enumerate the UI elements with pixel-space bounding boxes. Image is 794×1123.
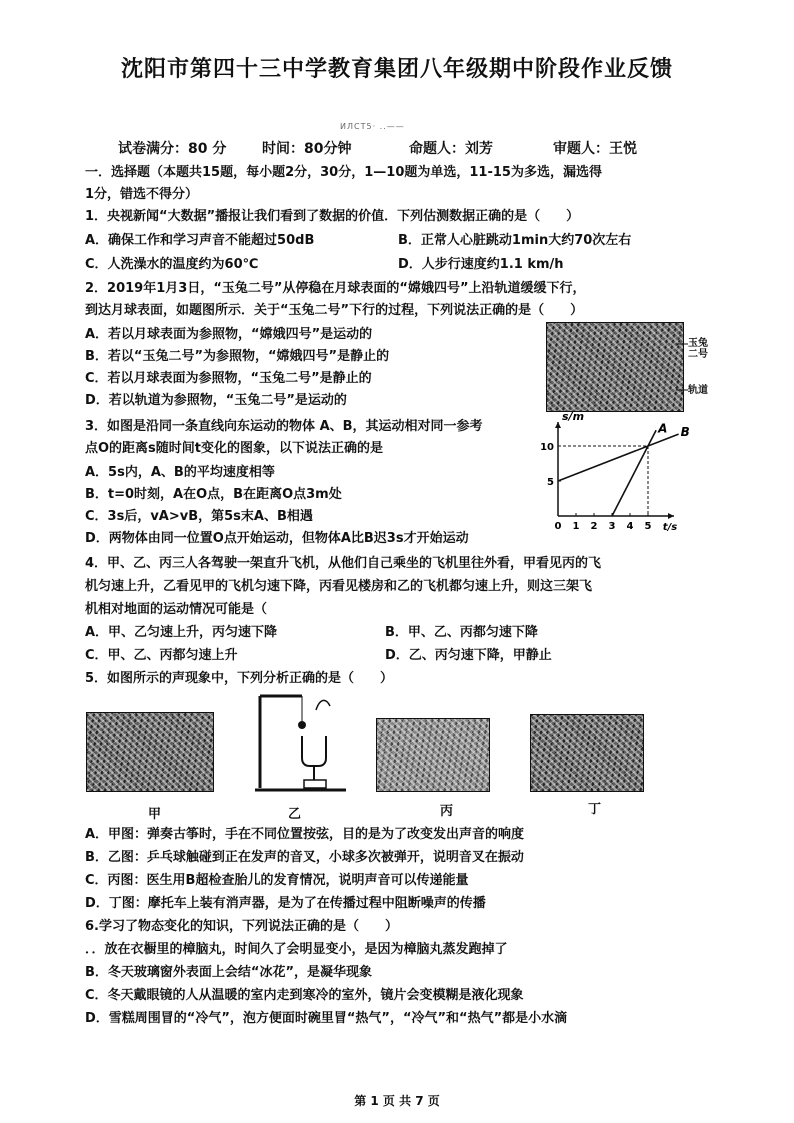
q6-option-d: D．雪糕周围冒的“冷气”，泡方便面时碗里冒“热气”，“冷气”和“热气”都是小水滴 bbox=[85, 1011, 568, 1026]
q5-option-c: C．丙图：医生用B超检查胎儿的发育情况，说明声音可以传递能量 bbox=[85, 873, 469, 888]
x-axis-label: t/s bbox=[662, 522, 678, 533]
q2-option-a: A．若以月球表面为参照物，“嫦娥四号”是运动的 bbox=[85, 327, 373, 342]
exam-author: 命题人：刘芳 bbox=[409, 141, 493, 157]
series-label-b: B bbox=[680, 425, 690, 440]
q3-option-b: B．t=0时刻，A在O点，B在距离O点3m处 bbox=[85, 487, 342, 502]
q5-label-ding: 丁 bbox=[588, 802, 602, 817]
q2-moon-photo bbox=[546, 322, 684, 412]
q1-option-c: C．人洗澡水的温度约为60℃ bbox=[85, 257, 259, 272]
scribble-mark: ИЛСТ5· ..—— bbox=[340, 122, 405, 131]
y-axis-arrow bbox=[555, 422, 561, 428]
q4-option-d: D．乙、丙匀速下降，甲静止 bbox=[385, 648, 552, 663]
q2-stem: 2．2019年1月3日，“玉兔二号”从停稳在月球表面的“嫦娥四号”上沿轨道缓缓下行， bbox=[85, 281, 586, 296]
q5-stem: 5．如图所示的声现象中，下列分析正确的是（ ） bbox=[85, 671, 394, 686]
series-line-b bbox=[558, 434, 679, 481]
chart-labels bbox=[540, 410, 690, 533]
x-tick-label: 1 bbox=[572, 521, 580, 532]
q5-label-yi: 乙 bbox=[288, 807, 302, 822]
page-title: 沈阳市第四十三中学教育集团八年级期中阶段作业反馈 bbox=[120, 57, 673, 82]
q2-label-track: 轨道 bbox=[688, 385, 708, 396]
series-label-a: A bbox=[658, 421, 668, 436]
x-axis-arrow bbox=[668, 513, 674, 519]
y-tick-label: 5 bbox=[547, 477, 554, 488]
q1-option-a: A．确保工作和学习声音不能超过50dB bbox=[85, 233, 315, 248]
chart-guides bbox=[558, 446, 648, 516]
q4-option-b: B．甲、乙、丙都匀速下降 bbox=[385, 625, 538, 640]
q4-stem-cont: 机匀速上升，乙看见甲的飞机匀速下降，丙看见楼房和乙的飞机都匀速上升，则这三架飞 bbox=[85, 579, 593, 594]
full-score: 试卷满分：80 分 bbox=[118, 141, 227, 157]
q2-label-yutu-2: 二号 bbox=[688, 349, 708, 360]
exam-time: 时间：80分钟 bbox=[262, 141, 352, 157]
q5-label-jia: 甲 bbox=[148, 807, 162, 822]
q3-stem-cont: 点O的距离s随时间t变化的图象，以下说法正确的是 bbox=[85, 441, 384, 456]
exam-reviewer: 审题人：王悦 bbox=[553, 141, 637, 157]
x-tick-label: 2 bbox=[590, 521, 598, 532]
q3-option-d: D．两物体由同一位置O点开始运动，但物体A比B迟3s才开始运动 bbox=[85, 531, 469, 546]
q5-figure-jia bbox=[86, 712, 214, 792]
q4-stem: 4．甲、乙、丙三人各驾驶一架直升飞机，从他们自己乘坐的飞机里往外看，甲看见丙的飞 bbox=[85, 556, 602, 571]
q4-option-a: A．甲、乙匀速上升，丙匀速下降 bbox=[85, 625, 278, 640]
q4-option-c: C．甲、乙、丙都匀速上升 bbox=[85, 648, 238, 663]
q1-option-d: D．人步行速度约1.1 km/h bbox=[398, 257, 564, 272]
q6-option-a: ．．放在衣橱里的樟脑丸，时间久了会明显变小，是因为樟脑丸蒸发跑掉了 bbox=[85, 942, 508, 957]
q1-stem: 1．央视新闻“大数据”播报让我们看到了数据的价值．下列估测数据正确的是（ ） bbox=[85, 209, 580, 224]
q1-option-b: B．正常人心脏跳动1min大约70次左右 bbox=[398, 233, 632, 248]
y-axis-label: s/m bbox=[562, 410, 585, 423]
chart-series bbox=[558, 430, 679, 516]
q6-option-b: B．冬天玻璃窗外表面上会结“冰花”，是凝华现象 bbox=[85, 965, 372, 980]
y-tick-label: 10 bbox=[540, 442, 554, 453]
q4-stem-cont-2: 机相对地面的运动情况可能是（ bbox=[85, 602, 268, 617]
q2-option-c: C．若以月球表面为参照物，“玉兔二号”是静止的 bbox=[85, 371, 372, 386]
q5-option-d: D．丁图：摩托车上装有消声器，是为了在传播过程中阻断噪声的传播 bbox=[85, 896, 486, 911]
q2-option-d: D．若以轨道为参照物，“玉兔二号”是运动的 bbox=[85, 393, 347, 408]
q5-option-b: B．乙图：乒乓球触碰到正在发声的音叉，小球多次被弹开，说明音叉在振动 bbox=[85, 850, 524, 865]
x-tick-label: 4 bbox=[626, 521, 634, 532]
q3-chart bbox=[540, 408, 700, 536]
q3-option-a: A．5s内，A、B的平均速度相等 bbox=[85, 465, 275, 480]
section1-heading-cont: 1分，错选不得分） bbox=[85, 187, 199, 202]
q3-option-c: C．3s后，vA>vB，第5s末A、B相遇 bbox=[85, 509, 313, 524]
q3-stem: 3．如图是沿同一条直线向东运动的物体 A、B，其运动相对同一参考 bbox=[85, 419, 483, 434]
x-tick-label: 0 bbox=[554, 521, 562, 532]
chart-axes bbox=[555, 422, 674, 519]
q5-figure-ding bbox=[530, 714, 644, 792]
x-tick-label: 5 bbox=[644, 521, 652, 532]
q2-label-yutu-1: 玉兔 bbox=[688, 338, 708, 349]
series-line-a bbox=[612, 430, 656, 516]
q2-option-b: B．若以“玉兔二号”为参照物，“嫦娥四号”是静止的 bbox=[85, 349, 390, 364]
q6-stem: 6.学习了物态变化的知识，下列说法正确的是（ ） bbox=[85, 919, 398, 934]
q5-option-a: A．甲图：弹奏古筝时，手在不同位置按弦，目的是为了改变发出声音的响度 bbox=[85, 827, 525, 842]
q2-stem-cont: 到达月球表面，如题图所示．关于“玉兔二号”下行的过程，下列说法正确的是（ ） bbox=[85, 303, 584, 318]
page-number: 第 1 页 共 7 页 bbox=[354, 1094, 440, 1108]
q5-figure-yi bbox=[250, 688, 350, 798]
q5-figure-bing bbox=[376, 718, 490, 792]
q6-option-c: C．冬天戴眼镜的人从温暖的室内走到寒冷的室外，镜片会变模糊是液化现象 bbox=[85, 988, 524, 1003]
x-tick-label: 3 bbox=[608, 521, 616, 532]
q5-label-bing: 丙 bbox=[440, 804, 454, 819]
section1-heading: 一．选择题（本题共15题，每小题2分，30分，1—10题为单选，11-15为多选，漏选得 bbox=[85, 165, 602, 180]
